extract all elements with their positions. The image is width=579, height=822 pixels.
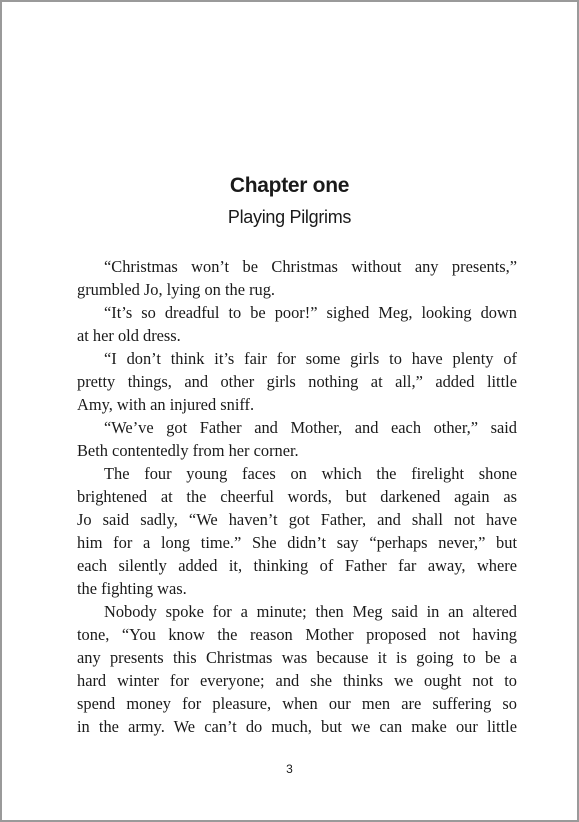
text-line: “I don’t think it’s fair for some girls to have plenty of xyxy=(104,349,517,368)
text-line: at her old dress. xyxy=(77,326,181,345)
text-line: hard winter for everyone; and she thinks we ought not to xyxy=(77,671,517,690)
text-line: pretty things, and other girls nothing at all,” added little xyxy=(77,372,517,391)
text-line: in the army. We can’t do much, but we can make our little xyxy=(77,717,517,736)
paragraph xyxy=(77,347,517,416)
paragraph xyxy=(77,255,517,301)
text-line: The four young faces on which the firelight shone xyxy=(104,464,517,483)
chapter-number-heading: Chapter one xyxy=(229,174,350,197)
text-line: tone, “You know the reason Mother proposed not having xyxy=(77,625,517,644)
text-line: “Christmas won’t be Christmas without any presents,” xyxy=(104,257,517,276)
text-line: brightened at the cheerful words, but darkened again as xyxy=(77,487,517,506)
text-line: any presents this Christmas was because it is going to be a xyxy=(77,648,517,667)
paragraph xyxy=(77,600,517,738)
text-line: each silently added it, thinking of Father far away, where xyxy=(77,556,517,575)
text-line: Beth contentedly from her corner. xyxy=(77,441,299,460)
text-line: “It’s so dreadful to be poor!” sighed Meg, looking down xyxy=(104,303,517,322)
text-line: spend money for pleasure, when our men are suffering so xyxy=(77,694,517,713)
text-line: Jo said sadly, “We haven’t got Father, and shall not have xyxy=(77,510,517,529)
text-line: the fighting was. xyxy=(77,579,187,598)
paragraph xyxy=(77,462,517,600)
text-line: “We’ve got Father and Mother, and each other,” said xyxy=(104,418,517,437)
text-line: grumbled Jo, lying on the rug. xyxy=(77,280,276,299)
chapter-title: Playing Pilgrims xyxy=(227,207,352,227)
text-line: Nobody spoke for a minute; then Meg said in an altered xyxy=(104,602,517,621)
body-text xyxy=(77,255,517,738)
text-line: him for a long time.” She didn’t say “perhaps never,” but xyxy=(77,533,517,552)
page-number: 3 xyxy=(286,762,293,776)
text-line: Amy, with an injured sniff. xyxy=(77,395,255,414)
paragraph xyxy=(77,416,517,462)
paragraph xyxy=(77,301,517,347)
